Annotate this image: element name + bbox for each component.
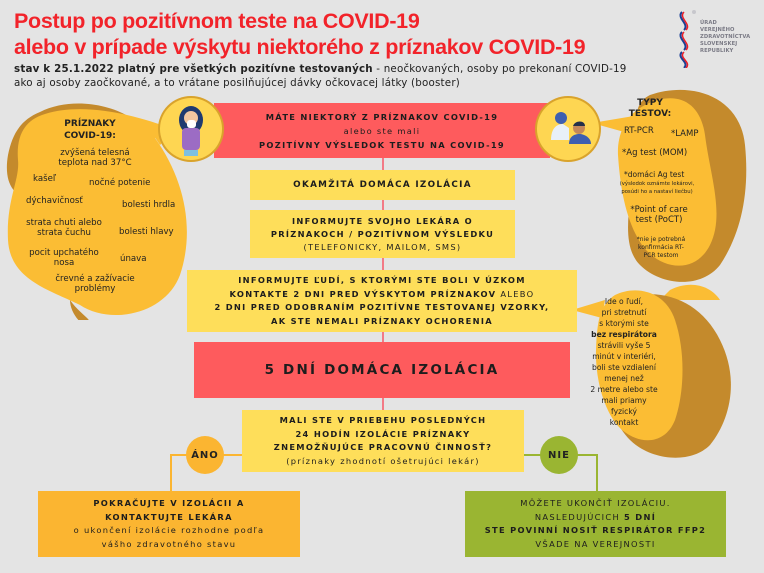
no-connector-line — [596, 454, 598, 492]
step-immediate-isolation — [250, 170, 515, 200]
step4-line — [230, 288, 535, 302]
logo-line: SLOVENSKEJ — [700, 41, 738, 47]
symptom-item: kašeľ — [33, 174, 57, 184]
yes-connector-line — [170, 454, 172, 492]
connector-line — [382, 332, 384, 342]
connector-line — [382, 158, 384, 170]
symptoms-heading — [30, 118, 150, 142]
contact-note-line: pri stretnutí — [601, 308, 647, 317]
no-result-line — [535, 511, 656, 525]
question-line: (príznaky zhodnotí ošetrujúci lekár) — [286, 455, 480, 466]
contact-note-line: mali priamy — [601, 396, 647, 405]
step4-line-normal: ALEBO — [496, 288, 535, 299]
yes-result-line: POKRAČUJTE V IZOLÁCII A — [93, 498, 245, 508]
step3-line: PRÍZNAKOCH / POZITÍVNOM VÝSLEDKU — [270, 228, 495, 239]
symptom-item: bolesti hlavy — [119, 227, 174, 237]
tests-heading-line: TESTOV: — [628, 109, 672, 119]
result-continue-isolation — [38, 491, 300, 557]
contact-note-line: s ktorými ste — [599, 319, 649, 328]
contact-note-line: menej než — [604, 374, 644, 383]
symptom-item: nočné potenie — [89, 178, 151, 188]
covid-test-icon — [537, 98, 599, 160]
yes-result-line: KONTAKTUJTE LEKÁRA — [105, 511, 233, 522]
test-item-note: (výsledok oznámte lekárovi, posúdi ho a nastaví liečbu) — [619, 181, 695, 195]
no-badge — [540, 436, 578, 474]
subtitle-rest: - neočkovaných, osoby po prekonaní COVID-19 ako aj osoby zaočkované, a to vrátane posilňujúcej dávky očkovacej látky (booster) — [14, 63, 627, 89]
no-result-line: VŠADE NA VEREJNOSTI — [535, 538, 656, 549]
connector-line — [382, 200, 384, 210]
test-swab-illustration — [537, 98, 599, 160]
question-symptoms-last-24h — [242, 410, 524, 472]
contact-note-line: 2 metre alebo ste — [590, 385, 658, 394]
contact-note-bold: bez respirátora — [591, 330, 657, 339]
logo-line: ÚRAD — [700, 20, 717, 26]
subtitle-bold: stav k 25.1.2022 platný pre všetkých pozitívne testovaných — [14, 63, 373, 75]
symptom-item: zvýšená telesná teplota nad 37°C — [58, 148, 132, 168]
test-item: *domáci Ag test — [624, 170, 685, 179]
step4-line: 2 DNI PRED ODOBRANÍM POZITÍVNE TESTOVANEJ VZORKY, — [214, 302, 550, 312]
connector-line — [382, 258, 384, 270]
no-result-normal: NASLEDUJÚCICH — [534, 511, 624, 522]
test-item: *Point of care test (PoCT) — [630, 205, 688, 225]
no-label: NIE — [548, 449, 570, 461]
symptoms-heading-line: PRÍZNAKY — [64, 119, 116, 129]
step-inform-doctor — [250, 210, 515, 258]
symptom-item: strata chuti alebo strata čuchu — [26, 218, 102, 238]
yes-badge — [186, 436, 224, 474]
question-line: ZNEMOŽŇUJÚCE PRACOVNÚ ČINNOSŤ? — [273, 442, 493, 452]
title-line-2: alebo v prípade výskytu niektorého z príznakov COVID-19 — [14, 35, 586, 59]
symptom-item: dýchavičnosť — [26, 196, 83, 206]
step1-line: MÁTE NIEKTORÝ Z PRÍZNAKOV COVID-19 — [265, 111, 499, 122]
sneezing-woman-illustration — [160, 98, 222, 160]
yes-result-line: o ukončení izolácie rozhodne podľa — [73, 525, 265, 535]
symptom-item: bolesti hrdla — [122, 200, 176, 210]
logo-line: ZDRAVOTNÍCTVA — [700, 34, 751, 40]
contact-note — [588, 296, 660, 428]
symptom-item: pocit upchatého nosa — [29, 248, 99, 268]
step5-label: 5 DNÍ DOMÁCA IZOLÁCIA — [264, 362, 500, 378]
tests-heading — [610, 98, 690, 120]
no-result-line: STE POVINNÍ NOSIŤ RESPIRÁTOR FFP2 — [484, 525, 707, 535]
step1-line: POZITÍVNY VÝSLEDOK TESTU NA COVID-19 — [259, 139, 505, 150]
step4-line: INFORMUJTE ĽUDÍ, S KTORÝMI STE BOLI V ÚZKOM — [238, 275, 526, 285]
test-item: RT-PCR — [624, 126, 654, 136]
test-item-note: *nie je potrebná konfirmácia RT-PCR testom — [636, 236, 686, 259]
contact-note-line: kontakt — [609, 418, 639, 427]
yes-result-line: vášho zdravotného stavu — [101, 538, 237, 549]
logo-line: VEREJNÉHO — [700, 27, 735, 33]
contact-note-line: Ide o ľudí, — [604, 297, 644, 306]
contact-note-line: boli ste vzdialení — [592, 363, 656, 372]
symptom-item: únava — [120, 254, 147, 264]
uvzsr-logo-icon — [672, 8, 702, 68]
test-item: *Ag test (MOM) — [622, 148, 688, 158]
test-item: *LAMP — [671, 129, 699, 139]
contact-note-line: minút v interiéri, — [592, 352, 656, 361]
question-line: MALI STE V PRIEBEHU POSLEDNÝCH — [279, 415, 487, 425]
contact-note-line: fyzický — [611, 407, 637, 416]
step1-line: alebo ste mali — [343, 125, 421, 136]
step3-line: (TELEFONICKY, MAILOM, SMS) — [303, 241, 462, 252]
title-line-1: Postup po pozitívnom teste na COVID-19 — [14, 9, 420, 33]
step-symptoms-or-positive-test — [214, 103, 550, 158]
step3-line: INFORMUJTE SVOJHO LEKÁRA O — [291, 215, 474, 226]
logo-text — [700, 20, 750, 55]
step-five-day-isolation — [194, 342, 570, 398]
page-title — [14, 8, 654, 60]
tests-heading-line: TYPY — [637, 98, 663, 108]
no-result-line: MÔŽETE UKONČIŤ IZOLÁCIU. — [520, 498, 671, 508]
step4-line-bold: KONTAKTE 2 DNI PRED VÝSKYTOM PRÍZNAKOV — [229, 288, 497, 299]
step-inform-contacts — [187, 270, 577, 332]
connector-line — [382, 398, 384, 410]
symptom-item: črevné a zažívacie problémy — [55, 274, 135, 294]
contact-note-line: strávili vyše 5 — [597, 341, 651, 350]
logo-line: REPUBLIKY — [700, 48, 734, 54]
sneezing-person-icon — [160, 98, 222, 160]
yes-label: ÁNO — [191, 449, 219, 461]
step4-line: AK STE NEMALI PRÍZNAKY OCHORENIA — [271, 315, 493, 326]
step2-label: OKAMŽITÁ DOMÁCA IZOLÁCIA — [293, 180, 472, 190]
question-line: 24 HODÍN IZOLÁCIE PRÍZNAKY — [295, 428, 471, 439]
symptoms-heading-line: COVID-19: — [64, 131, 116, 141]
page-subtitle — [14, 62, 634, 90]
no-result-bold: 5 DNÍ — [624, 511, 657, 522]
result-end-isolation-ffp2 — [465, 491, 726, 557]
